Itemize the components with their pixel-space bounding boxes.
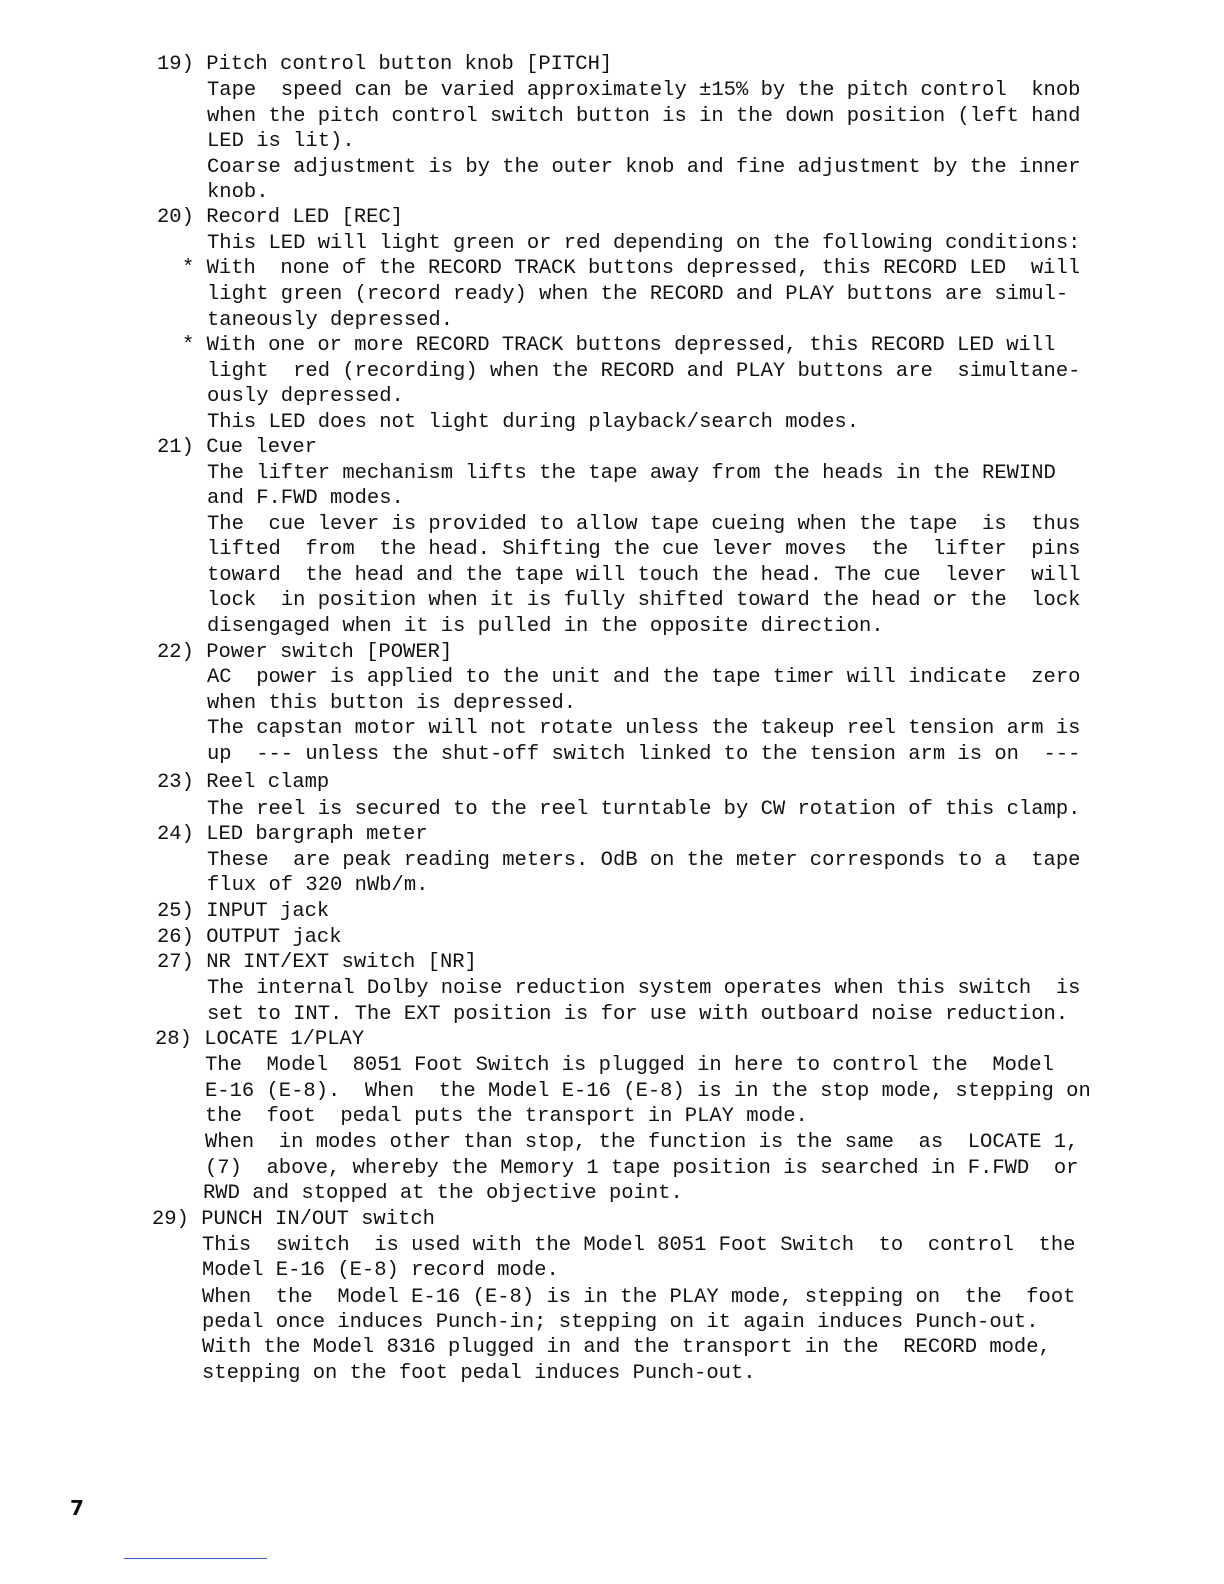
text-line: When the Model E-16 (E-8) is in the PLAY mode, stepping on the foot: [202, 1286, 1076, 1309]
text-line: Model E-16 (E-8) record mode.: [202, 1259, 559, 1282]
heading-25: 25) INPUT jack: [157, 900, 330, 923]
heading-22: 22) Power switch [POWER]: [157, 641, 453, 664]
text-line: knob.: [207, 181, 269, 204]
text-line: flux of 320 nWb/m.: [207, 874, 429, 897]
text-line: light red (recording) when the RECORD and PLAY buttons are simultane-: [207, 360, 1081, 383]
text-line: The capstan motor will not rotate unless the takeup reel tension arm is: [207, 717, 1081, 740]
text-line: (7) above, whereby the Memory 1 tape position is searched in F.FWD or: [205, 1157, 1079, 1180]
heading-24: 24) LED bargraph meter: [157, 823, 428, 846]
text-line: When in modes other than stop, the function is the same as LOCATE 1,: [205, 1131, 1079, 1154]
heading-23: 23) Reel clamp: [157, 771, 330, 794]
text-line: stepping on the foot pedal induces Punch-out.: [202, 1362, 756, 1385]
heading-26: 26) OUTPUT jack: [157, 926, 342, 949]
heading-19: 19) Pitch control button knob [PITCH]: [157, 53, 613, 76]
heading-29: 29) PUNCH IN/OUT switch: [152, 1208, 435, 1231]
text-line: ously depressed.: [207, 385, 404, 408]
text-line: the foot pedal puts the transport in PLAY mode.: [205, 1105, 808, 1128]
text-line: The reel is secured to the reel turntable by CW rotation of this clamp.: [207, 798, 1081, 821]
page-number: 7: [70, 1496, 84, 1520]
text-line: light green (record ready) when the RECORD and PLAY buttons are simul-: [207, 283, 1069, 306]
text-line: These are peak reading meters. OdB on the meter corresponds to a tape: [207, 849, 1081, 872]
text-line: This switch is used with the Model 8051 Foot Switch to control the: [202, 1234, 1076, 1257]
text-line: RWD and stopped at the objective point.: [203, 1182, 683, 1205]
heading-21: 21) Cue lever: [157, 436, 317, 459]
text-line: This LED will light green or red depending on the following conditions:: [207, 232, 1081, 255]
bullet-line: * With one or more RECORD TRACK buttons depressed, this RECORD LED will: [182, 334, 1056, 357]
text-line: when this button is depressed.: [207, 692, 577, 715]
text-line: set to INT. The EXT position is for use with outboard noise reduction.: [207, 1003, 1069, 1026]
text-line: The Model 8051 Foot Switch is plugged in here to control the Model: [205, 1054, 1054, 1077]
text-line: The internal Dolby noise reduction system operates when this switch is: [207, 977, 1081, 1000]
text-line: AC power is applied to the unit and the tape timer will indicate zero: [207, 666, 1081, 689]
text-line: toward the head and the tape will touch the head. The cue lever will: [207, 564, 1081, 587]
text-line: and F.FWD modes.: [207, 487, 404, 510]
text-line: taneously depressed.: [207, 309, 454, 332]
text-line: E-16 (E-8). When the Model E-16 (E-8) is in the stop mode, stepping on: [205, 1080, 1091, 1103]
text-line: pedal once induces Punch-in; stepping on it again induces Punch-out.: [202, 1311, 1039, 1334]
bullet-line: * With none of the RECORD TRACK buttons depressed, this RECORD LED will: [182, 257, 1081, 280]
text-line: The lifter mechanism lifts the tape away from the heads in the REWIND: [207, 462, 1056, 485]
text-line: up --- unless the shut-off switch linked to the tension arm is on ---: [207, 743, 1081, 766]
heading-27: 27) NR INT/EXT switch [NR]: [157, 951, 477, 974]
footer-rule: [124, 1558, 267, 1559]
text-line: The cue lever is provided to allow tape cueing when the tape is thus: [207, 513, 1081, 536]
text-line: lock in position when it is fully shifted toward the head or the lock: [207, 589, 1081, 612]
text-line: With the Model 8316 plugged in and the transport in the RECORD mode,: [202, 1336, 1051, 1359]
text-line: Coarse adjustment is by the outer knob and fine adjustment by the inner: [207, 156, 1081, 179]
text-line: This LED does not light during playback/search modes.: [207, 411, 860, 434]
text-line: lifted from the head. Shifting the cue lever moves the lifter pins: [207, 538, 1081, 561]
heading-20: 20) Record LED [REC]: [157, 206, 404, 229]
text-line: LED is lit).: [207, 130, 355, 153]
heading-28: 28) LOCATE 1/PLAY: [155, 1028, 365, 1051]
text-line: when the pitch control switch button is in the down position (left hand: [207, 105, 1081, 128]
text-line: disengaged when it is pulled in the opposite direction.: [207, 615, 884, 638]
text-line: Tape speed can be varied approximately ±15% by the pitch control knob: [207, 79, 1081, 102]
